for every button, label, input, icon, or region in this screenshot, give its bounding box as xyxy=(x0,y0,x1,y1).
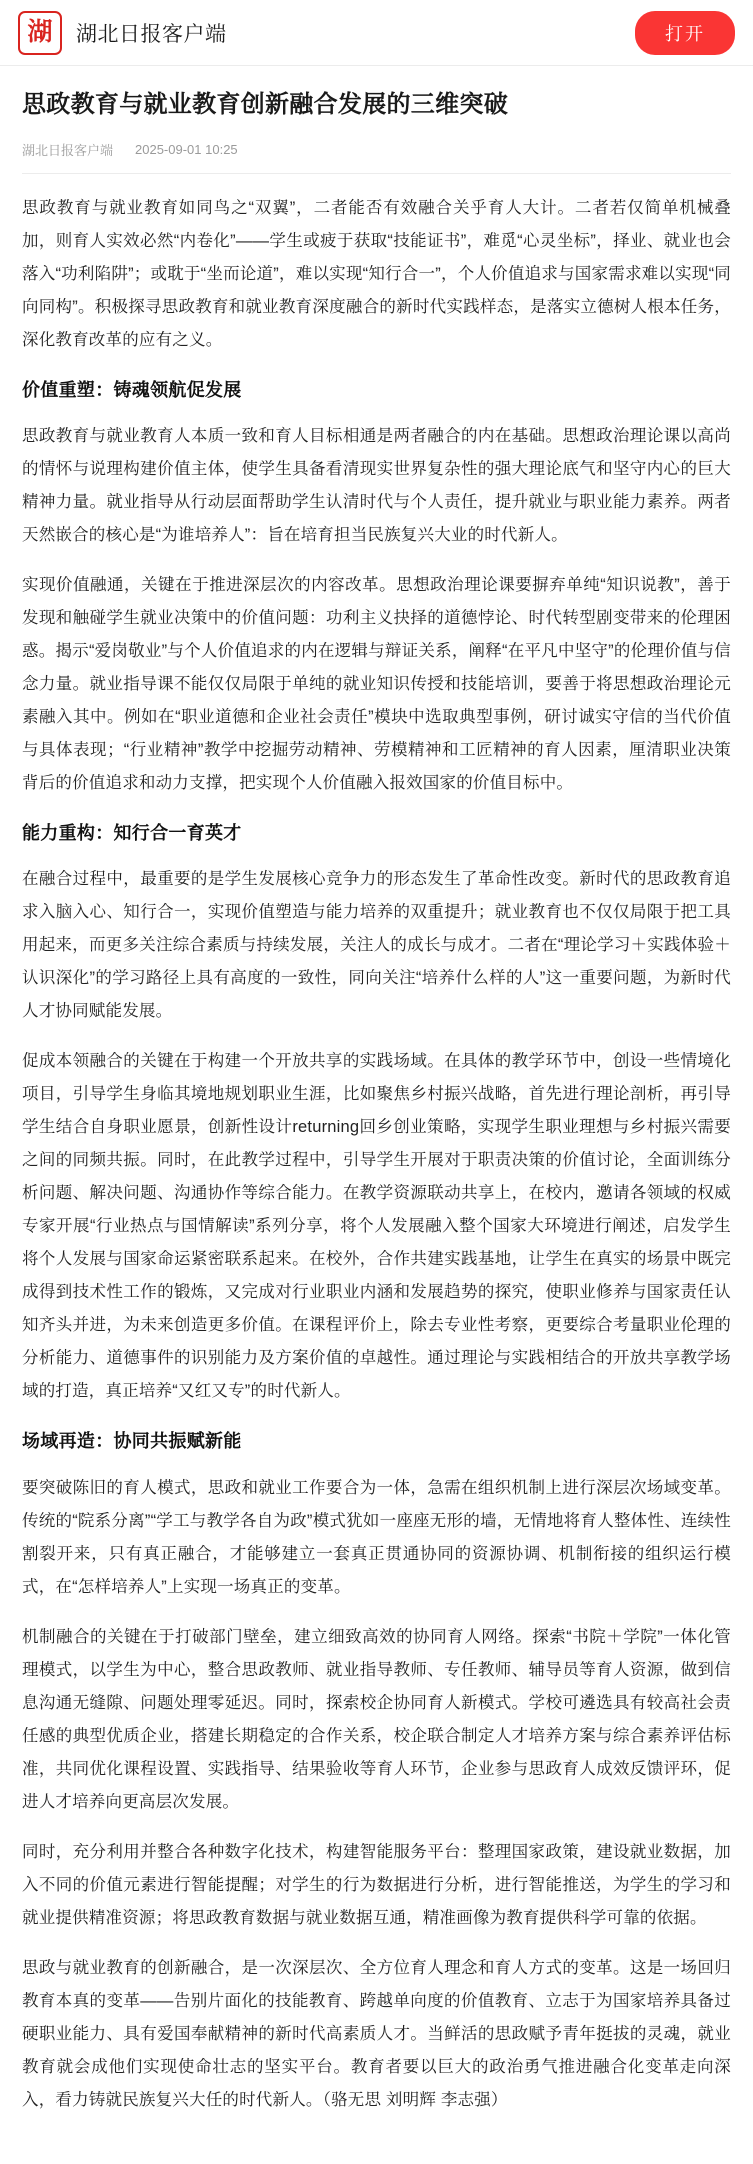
article-source: 湖北日报客户端 xyxy=(22,142,114,158)
section-heading: 场域再造：协同共振赋新能 xyxy=(22,1431,242,1452)
article-paragraph: 促成本领融合的关键在于构建一个开放共享的实践场域。在具体的教学环节中，创设一些情境化项目，引导学生身临其境地规划职业生涯，比如聚焦乡村振兴战略，首先进行理论剖析，再引导学生结合自身职业愿景，创新性设计returning回乡创业策略，实现学生职业理想与乡村振兴需要之间的同频共振。同时，在此教学过程中，引导学生开展对于职责决策的价值讨论，全面训练分析问题、解决问题、沟通协作等综合能力。在教学资源联动共享上，在校内，邀请各领域的权威专家开展“行业热点与国情解读”系列分享，将个人发展融入整个国家大环境进行阐述，启发学生将个人发展与国家命运紧密联系起来。在校外，合作共建实践基地，让学生在真实的场景中既完成得到技术性工作的锻炼，又完成对行业职业内涵和发展趋势的探究，使职业修养与国家责任认知齐头并进，为未来创造更多价值。在课程评价上，除去专业性考察，更要综合考量职业伦理的分析能力、道德事件的识别能力及方案价值的卓越性。通过理论与实践相结合的开放共享教学场域的打造，真正培养“又红又专”的时代新人。 xyxy=(22,1052,731,1401)
open-app-button[interactable]: 打开 xyxy=(635,11,735,55)
app-header xyxy=(0,0,753,66)
section-heading: 价值重塑：铸魂领航促发展 xyxy=(22,379,242,400)
meta-divider xyxy=(22,173,731,174)
logo-glyph: 湖 xyxy=(27,19,53,46)
article-paragraph: 思政教育与就业教育如同鸟之“双翼”，二者能否有效融合关乎育人大计。二者若仅简单机械叠加，则育人实效必然“内卷化”——学生或疲于获取“技能证书”，难觅“心灵坐标”，择业、就业也会落入“功利陷阱”；或耽于“坐而论道”，难以实现“知行合一”，个人价值追求与国家需求难以实现“同向同构”。积极探寻思政教育和就业教育深度融合的新时代实践样态，是落实立德树人根本任务，深化教育改革的应有之义。 xyxy=(22,198,731,349)
article-body xyxy=(0,66,753,2164)
article-timestamp: 2025-09-01 10:25 xyxy=(135,141,238,157)
page-title: 思政教育与就业教育创新融合发展的三维突破 xyxy=(22,91,508,118)
article-paragraph: 同时，充分利用并整合各种数字化技术，构建智能服务平台：整理国家政策，建设就业数据，加入不同的价值元素进行智能提醒；对学生的行为数据进行分析，进行智能推送，为学生的学习和就业提供精准资源；将思政教育数据与就业数据互通，精准画像为教育提供科学可靠的依据。 xyxy=(22,1842,731,1927)
section-heading: 能力重构：知行合一育英才 xyxy=(22,822,242,843)
app-name: 湖北日报客户端 xyxy=(76,22,227,46)
article-paragraph: 思政教育与就业教育人本质一致和育人目标相通是两者融合的内在基础。思想政治理论课以高尚的情怀与说理构建价值主体，使学生具备看清现实世界复杂性的强大理论底气和坚守内心的巨大精神力量。就业指导从行动层面帮助学生认清时代与个人责任，提升就业与职业能力素养。两者天然嵌合的核心是“为谁培养人”：旨在培育担当民族复兴大业的时代新人。 xyxy=(22,426,731,544)
article-paragraph: 要突破陈旧的育人模式，思政和就业工作要合为一体，急需在组织机制上进行深层次场域变革。传统的“院系分离”“学工与教学各自为政”模式犹如一座座无形的墙，无情地将育人整体性、连续性割裂开来，只有真正融合，才能够建立一套真正贯通协同的资源协调、机制衔接的组织运行模式，在“怎样培养人”上实现一场真正的变革。 xyxy=(22,1478,731,1596)
article-paragraph: 在融合过程中，最重要的是学生发展核心竞争力的形态发生了革命性改变。新时代的思政教育追求入脑入心、知行合一，实现价值塑造与能力培养的双重提升；就业教育也不仅仅局限于把工具用起来，而更多关注综合素质与持续发展，关注人的成长与成才。二者在“理论学习＋实践体验＋认识深化”的学习路径上具有高度的一致性，同向关注“培养什么样的人”这一重要问题，为新时代人才协同赋能发展。 xyxy=(22,870,731,1021)
article-meta xyxy=(22,140,731,159)
article-paragraph: 实现价值融通，关键在于推进深层次的内容改革。思想政治理论课要摒弃单纯“知识说教”，善于发现和触碰学生就业决策中的价值问题：功利主义抉择的道德悖论、时代转型剧变带来的伦理困惑。揭示“爱岗敬业”与个人价值追求的内在逻辑与辩证关系，阐释“在平凡中坚守”的伦理价值与信念力量。就业指导课不能仅仅局限于单纯的就业知识传授和技能培训，要善于将思想政治理论元素融入其中。例如在“职业道德和企业社会责任”模块中选取典型事例，研讨诚实守信的当代价值与具体表现；“行业精神”教学中挖掘劳动精神、劳模精神和工匠精神的育人因素，厘清职业决策背后的价值追求和动力支撑，把实现个人价值融入报效国家的价值目标中。 xyxy=(22,575,731,792)
article-content xyxy=(22,192,731,2117)
article-paragraph: 思政与就业教育的创新融合，是一次深层次、全方位育人理念和育人方式的变革。这是一场回归教育本真的变革——告别片面化的技能教育、跨越单向度的价值教育、立志于为国家培养具备过硬职业能力、具有爱国奉献精神的新时代高素质人才。当鲜活的思政赋予青年挺拔的灵魂，就业教育就会成他们实现使命壮志的坚实平台。教育者要以巨大的政治勇气推进融合化变革走向深入，看力铸就民族复兴大任的时代新人。（骆无思 刘明辉 李志强） xyxy=(22,1958,731,2109)
hubei-daily-logo-icon xyxy=(18,11,62,55)
article-paragraph: 机制融合的关键在于打破部门壁垒，建立细致高效的协同育人网络。探索“书院＋学院”一体化管理模式，以学生为中心，整合思政教师、就业指导教师、专任教师、辅导员等育人资源，做到信息沟通无缝隙、问题处理零延迟。同时，探索校企协同育人新模式。学校可遴选具有较高社会责任感的典型优质企业，搭建长期稳定的合作关系，校企联合制定人才培养方案与综合素养评估标准，共同优化课程设置、实践指导、结果验收等育人环节，企业参与思政育人成效反馈评环，促进人才培养向更高层次发展。 xyxy=(22,1627,731,1811)
